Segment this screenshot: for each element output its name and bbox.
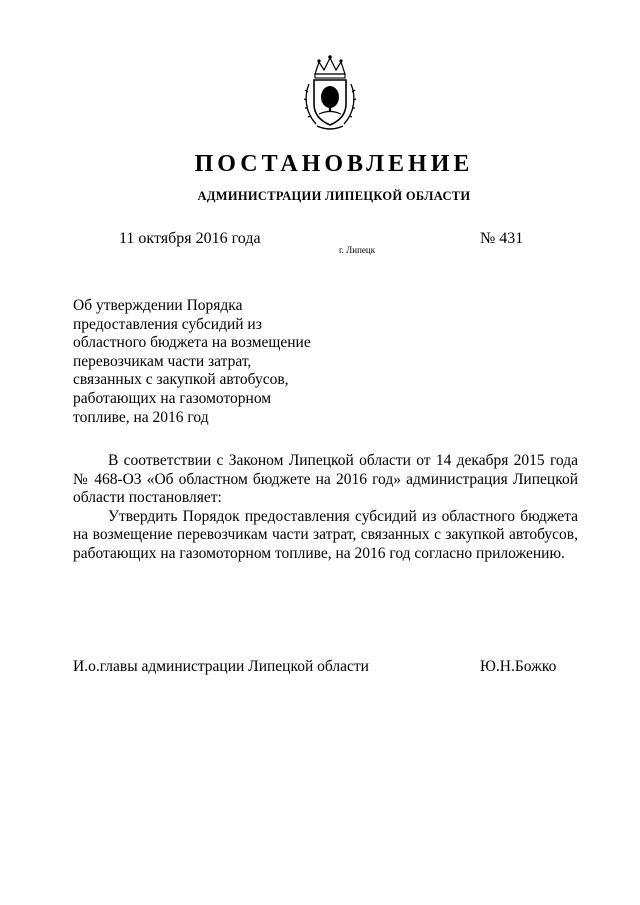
document-date: 11 октября 2016 года [119, 230, 261, 247]
subject-line: топливе, на 2016 год [73, 408, 209, 426]
document-city: г. Липецк [339, 245, 376, 255]
subject-line: Об утверждении Порядка [73, 297, 243, 314]
subject-line: работающих на газомоторном [73, 389, 272, 407]
document-body [73, 452, 578, 564]
subject-line: связанных с закупкой автобусов, [73, 371, 289, 389]
signatory-name: Ю.Н.Божко [480, 658, 557, 675]
document-subject [73, 297, 323, 427]
signatory-position: И.о.главы администрации Липецкой области [73, 658, 369, 675]
subject-line: областного бюджета на возмещение [73, 334, 311, 352]
body-paragraph-decision: Утвердить Порядок предоставления субсидий из областного бюджета на возмещение перевозчикам части затрат, связанных с закупкой автобусов, работающих на газомоторном топливе, на 2016 год согласно приложению. [73, 507, 578, 562]
lipetsk-region-coat-of-arms-icon [303, 54, 357, 132]
issuing-authority: АДМИНИСТРАЦИИ ЛИПЕЦКОЙ ОБЛАСТИ [197, 189, 471, 203]
document-number: № 431 [480, 230, 524, 247]
subject-line: предоставления субсидий из [73, 315, 262, 333]
document-title: ПОСТАНОВЛЕНИЕ [194, 151, 474, 177]
subject-line: перевозчикам части затрат, [73, 352, 252, 370]
body-paragraph-preamble: В соответствии с Законом Липецкой области от 14 декабря 2015 года № 468-ОЗ «Об областном бюджете на 2016 год» администрация Липецкой области постановляет: [73, 452, 578, 507]
